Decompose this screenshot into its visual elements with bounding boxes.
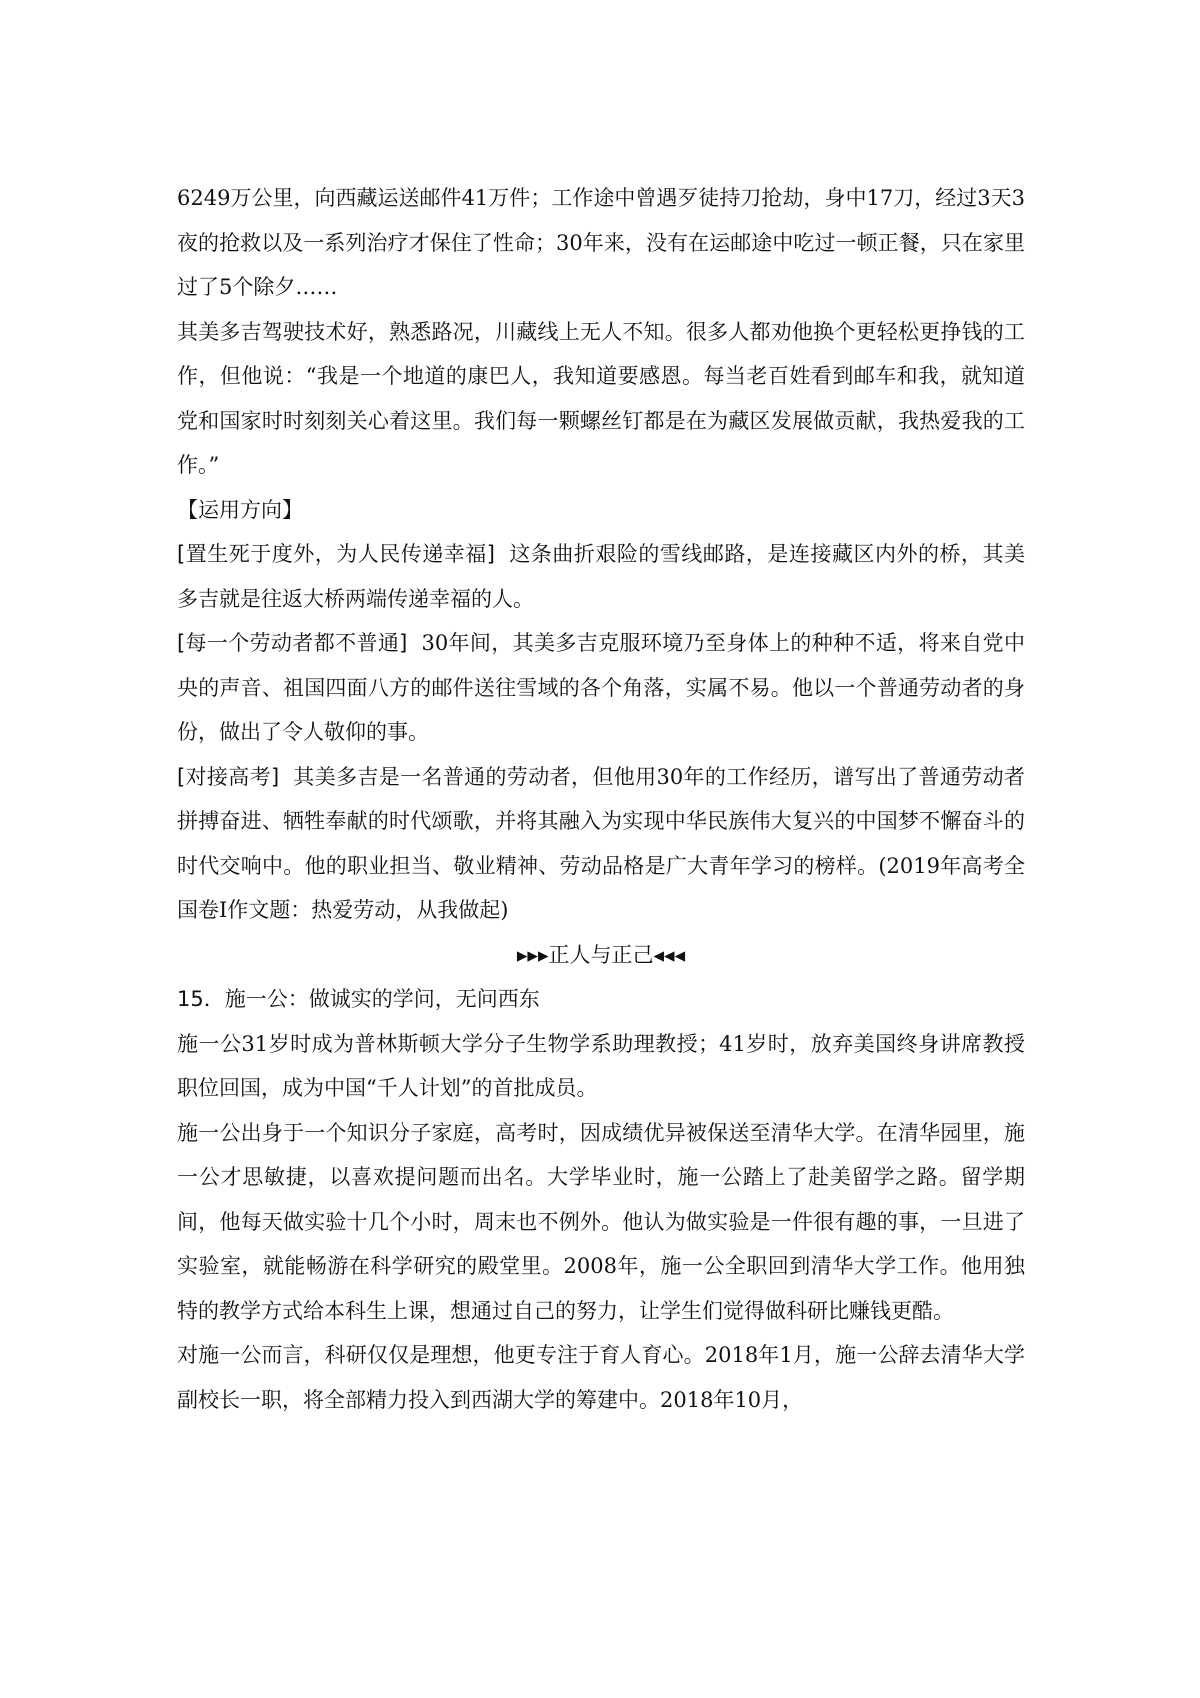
section-divider: ▸▸▸正人与正己◂◂◂ — [516, 942, 686, 967]
application-item — [177, 755, 1025, 933]
application-heading: 【运用方向】 — [177, 497, 303, 522]
application-tag: [每一个劳动者都不普通] — [177, 631, 408, 655]
paragraph-quote: 其美多吉驾驶技术好，熟悉路况，川藏线上无人不知。很多人都劝他换个更轻松更挣钱的工作，但他说：“我是一个地道的康巴人，我知道要感恩。每当老百姓看到邮车和我，就知道党和国家时时刻刻关心着这里。我们每一颗螺丝钉都是在为藏区发展做贡献，我热爱我的工作。” — [177, 319, 1025, 477]
application-item — [177, 532, 1025, 621]
document-page — [177, 176, 1025, 1422]
article-paragraph: 施一公出身于一个知识分子家庭，高考时，因成绩优异被保送至清华大学。在清华园里，施一公才思敏捷，以喜欢提问题而出名。大学毕业时，施一公踏上了赴美留学之路。留学期间，他每天做实验十几个小时，周末也不例外。他认为做实验是一件很有趣的事，一旦进了实验室，就能畅游在科学研究的殿堂里。2008年，施一公全职回到清华大学工作。他用独特的教学方式给本科生上课，想通过自己的努力，让学生们觉得做科研比赚钱更酷。 — [177, 1120, 1025, 1323]
paragraph-mail-stats: 6249万公里，向西藏运送邮件41万件；工作途中曾遇歹徒持刀抢劫，身中17刀，经过3天3夜的抢救以及一系列治疗才保住了性命；30年来，没有在运邮途中吃过一顿正餐，只在家里过了5个除夕…… — [177, 186, 1025, 299]
application-tag: [对接高考] — [177, 764, 280, 789]
article-title: 15．施一公：做诚实的学问，无问西东 — [177, 987, 540, 1011]
application-item — [177, 621, 1025, 755]
application-text: 这条曲折艰险的雪线邮路，是连接藏区内外的桥，其美多吉就是往返大桥两端传递幸福的人。 — [177, 542, 1026, 611]
article-paragraph: 施一公31岁时成为普林斯顿大学分子生物学系助理教授；41岁时，放弃美国终身讲席教授职位回国，成为中国“千人计划”的首批成员。 — [177, 1031, 1025, 1100]
application-tag: [置生死于度外，为人民传递幸福] — [177, 542, 495, 566]
application-text: 30年间，其美多吉克服环境乃至身体上的种种不适，将来自党中央的声音、祖国四面八方的邮件送往雪域的各个角落，实属不易。他以一个普通劳动者的身份，做出了令人敬仰的事。 — [177, 631, 1025, 744]
article-paragraph: 对施一公而言，科研仅仅是理想，他更专注于育人育心。2018年1月，施一公辞去清华大学副校长一职，将全部精力投入到西湖大学的筹建中。2018年10月， — [177, 1343, 1025, 1412]
application-text: 其美多吉是一名普通的劳动者，但他用30年的工作经历，谱写出了普通劳动者拼搏奋进、牺牲奉献的时代颂歌，并将其融入为实现中华民族伟大复兴的中国梦不懈奋斗的时代交响中。他的职业担当、敬业精神、劳动品格是广大青年学习的榜样。(2019年高考全国卷I作文题：热爱劳动，从我做起) — [177, 764, 1025, 922]
